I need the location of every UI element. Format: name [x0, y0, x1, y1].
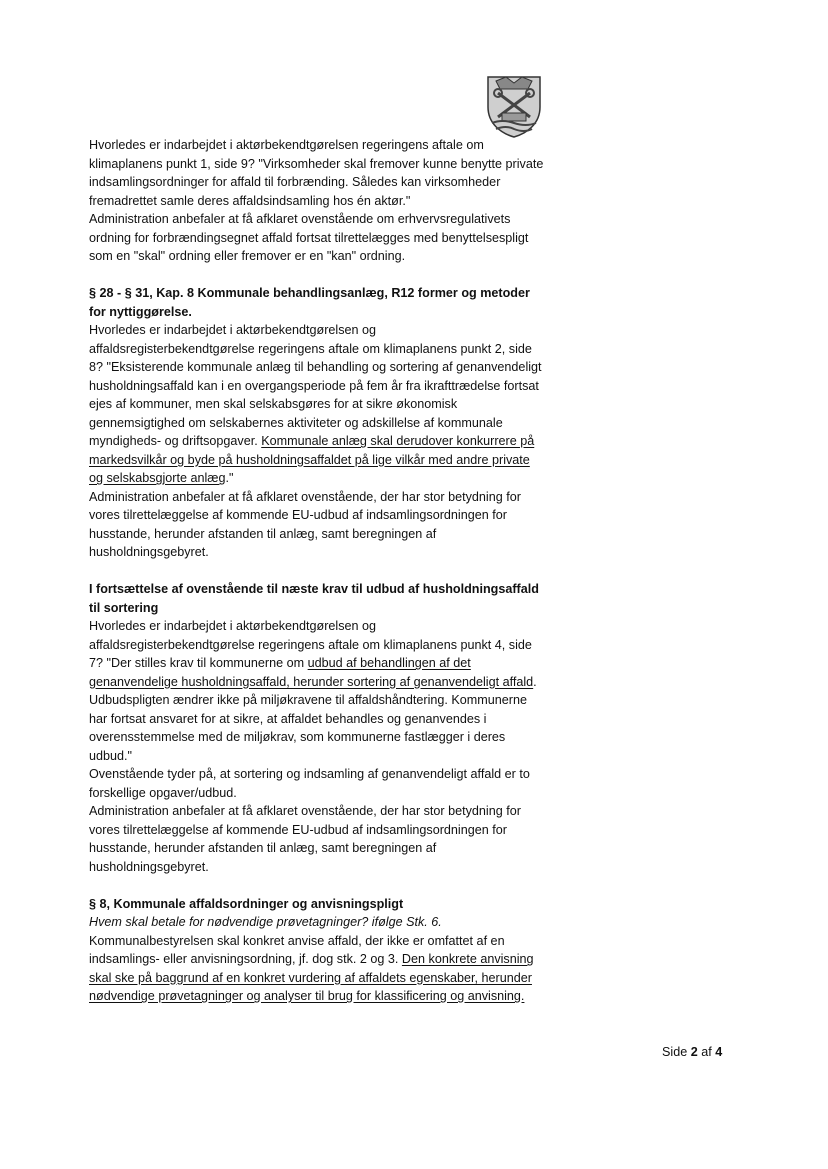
- document-body: [89, 136, 544, 1006]
- section2-paragraph-1: [89, 617, 544, 765]
- municipal-crest-icon: [484, 73, 544, 139]
- section-heading-behandlingsanlaeg: § 28 - § 31, Kap. 8 Kommunale behandlingsanlæg, R12 former og metoder for nyttiggørelse.: [89, 286, 530, 319]
- section1-text-end: .": [225, 471, 234, 485]
- intro-paragraph-2: Administration anbefaler at få afklaret ovenstående om erhvervsregulativets ordning for forbrændingsegnet affald fortsat tilrettelægges med benyttelsespligt som en "skal" ordning eller fremover er en "kan" ordning.: [89, 212, 529, 263]
- page-number: [662, 1045, 722, 1059]
- section2-text: Hvorledes er indarbejdet i aktørbekendtgørelsen og affaldsregisterbekendtgørelse regeringens aftale om klimaplanens punkt 4, side 7? "Der stilles krav til kommunerne om: [89, 619, 532, 670]
- page-prefix: Side: [662, 1045, 691, 1059]
- section2-text-end: . Udbudspligten ændrer ikke på miljøkravene til affaldshåndtering. Kommunerne har fortsat ansvaret for at sikre, at affaldet behandles og genanvendes i overensstemmelse med de miljøkrav, som kommunerne fastlægger i deres udbud.": [89, 674, 537, 763]
- section1-underlined-text: Kommunale anlæg skal derudover konkurrere på markedsvilkår og byde på husholdningsaffaldet på lige vilkår med andre private og selskabsgjorte anlæg: [89, 434, 535, 485]
- section2-paragraph-2: Ovenstående tyder på, at sortering og indsamling af genanvendeligt affald er to forskellige opgaver/udbud.: [89, 767, 530, 800]
- page-separator: af: [697, 1045, 716, 1059]
- section1-paragraph-1: [89, 321, 544, 488]
- section3-italic-question: Hvem skal betale for nødvendige prøvetagninger? ifølge Stk. 6.: [89, 915, 442, 929]
- total-pages: 4: [715, 1045, 723, 1059]
- section3-text: Kommunalbestyrelsen skal konkret anvise affald, der ikke er omfattet af en indsamlings- eller anvisningsordning, jf. dog stk. 2 og 3.: [89, 933, 505, 966]
- section2-underlined-text: udbud af behandlingen af det genanvendelige husholdningsaffald, herunder sortering af genanvendeligt affald: [89, 656, 534, 689]
- section-heading-anvisningspligt: § 8, Kommunale affaldsordninger og anvisningspligt: [89, 896, 404, 911]
- section-heading-sortering: I fortsættelse af ovenstående til næste krav til udbud af husholdningsaffald til sortering: [89, 582, 539, 615]
- section2-paragraph-3: Administration anbefaler at få afklaret ovenstående, der har stor betydning for vores tilrettelæggelse af kommende EU-udbud af indsamlingsordningen for husstande, herunder afstanden til anlæg, samt beregningen af husholdningsgebyret.: [89, 804, 521, 874]
- section1-paragraph-2: Administration anbefaler at få afklaret ovenstående, der har stor betydning for vores tilrettelæggelse af kommende EU-udbud af indsamlingsordningen for husstande, herunder afstanden til anlæg, samt beregningen af husholdningsgebyret.: [89, 489, 521, 559]
- section3-paragraph-1: [89, 932, 544, 1006]
- current-page: 2: [690, 1045, 698, 1059]
- intro-paragraph-1: Hvorledes er indarbejdet i aktørbekendtgørelsen regeringens aftale om klimaplanens punkt 1, side 9? "Virksomheder skal fremover kunne benytte private indsamlingsordninger for affald til forbrænding. Således kan virksomheder fremadrettet samle deres affaldsindsamling hos én aktør.": [89, 138, 544, 208]
- section1-text: Hvorledes er indarbejdet i aktørbekendtgørelsen og affaldsregisterbekendtgørelse regeringens aftale om klimaplanens punkt 2, side 8? "Eksisterende kommunale anlæg til behandling og sortering af genanvendeligt husholdningsaffald kan i en overgangsperiode på fem år fra ikrafttrædelse fortsat ejes af kommuner, men skal selskabsgøres for at sikre økonomisk gennemsigtighed om selskabernes aktiviteter og adskillelse af kommunale myndigheds- og driftsopgaver.: [89, 323, 542, 448]
- section3-underlined-text: Den konkrete anvisning skal ske på baggrund af en konkret vurdering af affaldets egenskaber, herunder nødvendige prøvetagninger og analyser til brug for klassificering og anvisning.: [89, 952, 534, 1003]
